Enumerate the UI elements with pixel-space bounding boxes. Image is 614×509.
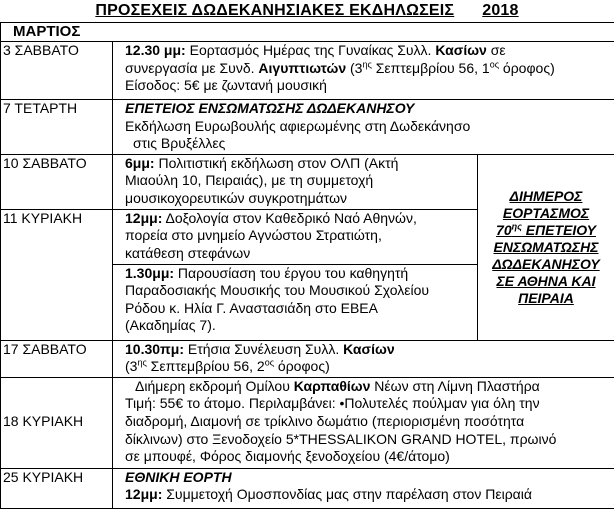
day-cell xyxy=(1,42,113,100)
event-text: όροφος) xyxy=(499,60,555,76)
page-title xyxy=(0,0,614,22)
organization-name: Αιγυπτιωτών xyxy=(258,60,346,76)
event-text: Δοξολογία στον Καθεδρικό Ναό Αθηνών, xyxy=(162,210,416,226)
day-cell-empty xyxy=(1,264,113,340)
day-label: 25 ΚΥΡΙΑΚΗ xyxy=(3,469,83,485)
event-text: Εκδήλωση Ευρωβουλής αφιερωμένης στη Δωδεκάνησο xyxy=(125,118,470,134)
day-cell xyxy=(1,468,113,508)
event-time: 1.30μμ: xyxy=(125,265,174,281)
side-note-line: $70^{\eta\varsigma}$ ΕΠΕΤΕΙΟΥ xyxy=(480,222,612,239)
table-row xyxy=(1,42,614,100)
event-heading: ΕΠΕΤΕΙΟΣ ΕΝΣΩΜΑΤΩΣΗΣ ΔΩΔΕΚΑΝΗΣΟΥ xyxy=(125,100,414,116)
organization-name: Κασίων xyxy=(435,42,486,58)
event-text: (3 xyxy=(125,358,137,374)
event-cell xyxy=(113,468,614,508)
table-row xyxy=(1,468,614,508)
table-row xyxy=(1,377,614,468)
organization-name: Καρπαθίων xyxy=(294,378,371,394)
table-row xyxy=(1,100,614,155)
event-cell xyxy=(113,154,478,209)
event-time: 12.30 μμ: xyxy=(125,42,186,58)
ordinal-suffix: ος xyxy=(265,358,274,368)
event-cell xyxy=(113,340,614,377)
event-text: Τιμή: 55€ το άτομο. Περιλαμβάνει: •Πολυτελές πούλμαν για όλη την xyxy=(125,395,540,411)
day-cell xyxy=(1,377,113,468)
event-time: 6μμ: xyxy=(125,155,155,171)
events-table xyxy=(0,22,614,509)
side-note xyxy=(478,154,614,340)
event-text: κατάθεση στεφάνων xyxy=(125,245,250,261)
event-heading: ΕΘΝΙΚΗ ΕΟΡΤΗ xyxy=(125,469,232,485)
event-text: διαδρομή, Διαμονή σε τρίκλινο δωμάτιο (περιορισμένη ποσότητα xyxy=(125,413,524,429)
event-text: (Ακαδημίας 7). xyxy=(125,317,216,333)
event-cell xyxy=(113,42,614,100)
event-text: Είσοδος: 5€ με ζωντανή μουσική xyxy=(125,77,327,93)
event-text: Ρόδου κ. Ηλία Γ. Αναστασιάδη στο ΕΒΕΑ xyxy=(125,300,378,316)
organization-name: Κασίων xyxy=(343,341,394,357)
side-note-line: ΔΙΗΜΕΡΟΣ xyxy=(480,188,612,205)
event-text: Διήμερη εκδρομή Ομίλου xyxy=(125,378,294,394)
side-note-line: ΔΩΔΕΚΑΝΗΣΟΥ xyxy=(480,256,612,273)
event-text: Σεπτεμβρίου 56, 2 xyxy=(147,358,265,374)
event-text: σε xyxy=(487,42,506,58)
day-label: 11 ΚΥΡΙΑΚΗ xyxy=(3,210,82,226)
event-text: Σεπτεμβρίου 56, 1 xyxy=(372,60,490,76)
event-time: 10.30πμ: xyxy=(125,341,184,357)
event-cell xyxy=(113,377,614,468)
day-label: 3 ΣΑΒΒΑΤΟ xyxy=(3,42,79,58)
event-text: Πολιτιστική εκδήλωση στον ΟΛΠ (Ακτή xyxy=(155,155,399,171)
day-label: 10 ΣΑΒΒΑΤΟ xyxy=(3,155,87,171)
side-note-line: ΠΕΙΡΑΙΑ xyxy=(480,290,612,307)
day-label: 7 ΤΕΤΑΡΤΗ xyxy=(3,100,77,116)
event-time: 12μμ: xyxy=(125,210,162,226)
day-label: 17 ΣΑΒΒΑΤΟ xyxy=(3,341,87,357)
ordinal-suffix: ος xyxy=(490,59,499,69)
event-text: Ετήσια Συνέλευση Συλλ. xyxy=(184,341,343,357)
event-text: Εορτασμός Ημέρας της Γυναίκας Συλλ. xyxy=(186,42,436,58)
event-text: συνεργασία με Συνδ. xyxy=(125,60,258,76)
day-cell xyxy=(1,340,113,377)
table-row xyxy=(1,340,614,377)
event-cell xyxy=(113,264,478,340)
event-cell xyxy=(113,100,614,155)
event-text: (3 xyxy=(346,60,362,76)
event-text: δίκλινων) στο Ξενοδοχείο 5*THESSALIKON GRAND HOTEL, πρωινό xyxy=(125,431,556,447)
event-time: 12μμ: xyxy=(125,486,162,502)
day-cell xyxy=(1,100,113,155)
event-text: στις Βρυξέλλες xyxy=(125,135,225,151)
side-note-line: ΕΟΡΤΑΣΜΟΣ xyxy=(480,205,612,222)
event-text: πορεία στο μνημείο Αγνώστου Στρατιώτη, xyxy=(125,227,382,243)
event-text: Συμμετοχή Ομοσπονδίας μας στην παρέλαση στον Πειραιά xyxy=(162,486,532,502)
event-text: μουσικοχορευτικών συγκροτημάτων xyxy=(125,190,347,206)
day-label: 18 ΚΥΡΙΑΚΗ xyxy=(3,413,83,429)
title-text: ΠΡΟΣΕΧΕΙΣ ΔΩΔΕΚΑΝΗΣΙΑΚΕΣ ΕΚΔΗΛΩΣΕΙΣ xyxy=(95,2,454,19)
event-text: όροφος) xyxy=(274,358,330,374)
day-cell xyxy=(1,154,113,209)
event-text: Παραδοσιακής Μουσικής του Μουσικού Σχολείου xyxy=(125,282,429,298)
event-text: Μιαούλη 10, Πειραιάς), με τη συμμετοχή xyxy=(125,172,373,188)
event-text: σε μπουφέ, Φόρος διαμονής ξενοδοχείου (4€/άτομο) xyxy=(125,448,450,464)
side-note-line: ΣΕ ΑΘΗΝΑ ΚΑΙ xyxy=(480,273,612,290)
ordinal-suffix: ης xyxy=(137,358,146,368)
ordinal-suffix: ης xyxy=(362,59,371,69)
month-row xyxy=(1,23,614,42)
title-year: 2018 xyxy=(482,2,518,19)
side-note-line: ΕΝΣΩΜΑΤΩΣΗΣ xyxy=(480,239,612,256)
month-label: ΜΑΡΤΙΟΣ xyxy=(1,23,614,42)
table-row xyxy=(1,154,614,209)
event-text: Νέων στη Λίμνη Πλαστήρα xyxy=(370,378,539,394)
event-text: Παρουσίαση του έργου του καθηγητή xyxy=(174,265,408,281)
day-cell xyxy=(1,209,113,264)
event-cell xyxy=(113,209,478,264)
